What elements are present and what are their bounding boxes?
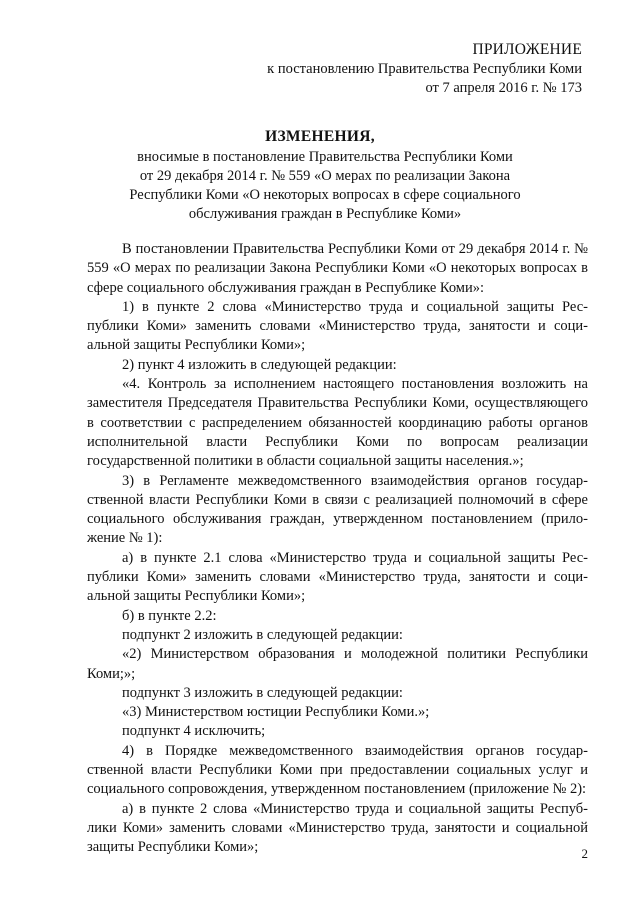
paragraph-subitem-3-text: «3) Министерством юстиции Республики Коми.»; — [122, 704, 430, 721]
paragraph-item-2: 2) пункт 4 изложить в следующей редакции: — [122, 356, 397, 373]
paragraph-item-1: 1) в пункте 2 слова «Министерство труда и социальной защиты Республики Коми» заменить словами «Министерство труда, занятости и социальной защиты Республики Коми»; — [87, 298, 588, 354]
paragraph-item-4: 4) в Порядке межведомственного взаимодействия органов государственной власти Республики Коми при предоставлении социальных услуг и социального сопровождения, утвержденном постановлением (приложение № 2): — [87, 742, 588, 798]
paragraph-item-4a: а) в пункте 2 слова «Министерство труда и социальной защиты Республики Коми» заменить словами «Министерство труда, занятости и социальной защиты Республики Коми»; — [87, 800, 588, 856]
subtitle-line: Республики Коми «О некоторых вопросах в сфере социального — [129, 187, 521, 203]
page-number: 2 — [581, 846, 588, 861]
document-body — [87, 240, 588, 858]
paragraph-item-3: 3) в Регламенте межведомственного взаимодействия органов государственной власти Республики Коми в связи с реализацией полномочий в сфере социального обслуживания граждан, утвержденном постановлением (приложение № 1): — [87, 472, 588, 547]
subtitle-line: от 29 декабря 2014 г. № 559 «О мерах по реализации Закона — [139, 168, 511, 184]
paragraph-item-3b: б) в пункте 2.2: — [122, 607, 217, 624]
paragraph-subitem-2-text: «2) Министерством образования и молодежной политики Республики Коми;»; — [87, 646, 588, 682]
paragraph-subitem-3: подпункт 3 изложить в следующей редакции: — [122, 684, 403, 701]
paragraph-subitem-2: подпункт 2 изложить в следующей редакции: — [122, 626, 403, 643]
document-subtitle — [110, 148, 540, 224]
subtitle-line: обслуживания граждан в Республике Коми» — [188, 206, 462, 222]
subtitle-line: вносимые в постановление Правительства Республики Коми — [137, 149, 513, 165]
paragraph-item-3a: а) в пункте 2.1 слова «Министерство труда и социальной защиты Республики Коми» заменить словами «Министерство труда, занятости и социальной защиты Республики Коми»; — [87, 549, 588, 605]
document-title: ИЗМЕНЕНИЯ, — [265, 128, 375, 145]
paragraph-subitem-4: подпункт 4 исключить; — [122, 723, 266, 740]
appendix-label: ПРИЛОЖЕНИЕ — [472, 41, 582, 58]
appendix-reference: к постановлению Правительства Республики Коми — [267, 61, 582, 77]
paragraph-item-2-text: «4. Контроль за исполнением настоящего постановления возложить на заместителя Председателя Правительства Республики Коми, осуществляющего в соответствии с распределением обязанностей координацию работы органов исполнительной власти Республики Коми по вопросам реализации государственной политики в области социальной защиты населения.»; — [87, 376, 588, 470]
paragraph-intro: В постановлении Правительства Республики Коми от 29 декабря 2014 г. № 559 «О мерах по реализации Закона Республики Коми «О некоторых вопросах в сфере социального обслуживания граждан в Республике Коми»: — [87, 241, 588, 296]
appendix-date: от 7 апреля 2016 г. № 173 — [425, 80, 582, 96]
